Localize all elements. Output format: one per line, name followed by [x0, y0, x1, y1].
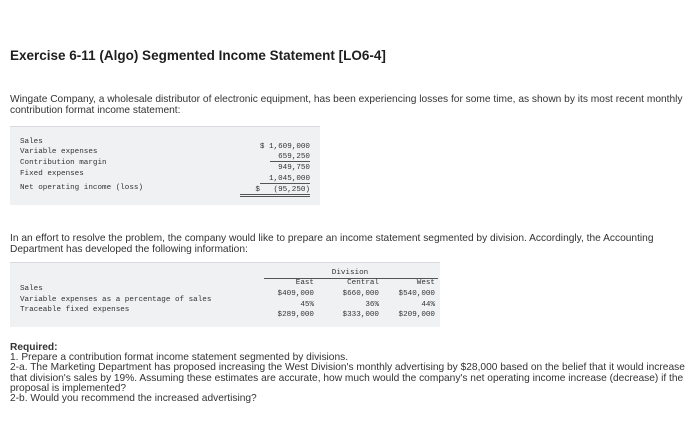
- middle-paragraph: In an effort to resolve the problem, the company would like to prepare an income statement segmented by division. Accordingly, the Accounting Department has developed the following information:: [10, 233, 654, 255]
- column-header-west: West: [416, 279, 435, 287]
- division-cell: $540,000: [398, 290, 435, 298]
- is-row-value: 659,250: [270, 153, 310, 162]
- required-heading: Required:: [10, 342, 58, 353]
- required-item-2b: 2-b. Would you recommend the increased advertising?: [10, 393, 257, 405]
- is-row-label: Variable expenses: [20, 148, 98, 156]
- is-row-value: 1,045,000: [260, 175, 310, 184]
- is-row-value: $ 1,609,000: [259, 143, 310, 151]
- required-section: [10, 343, 690, 404]
- intro-paragraph: Wingate Company, a wholesale distributor of electronic equipment, has been experiencing losses for some time, as shown by its most recent monthly contribution format income statement:: [10, 94, 683, 116]
- column-header-east: East: [295, 279, 314, 287]
- division-row-label: Sales: [20, 285, 43, 293]
- division-cell: 36%: [365, 301, 379, 309]
- division-cell: $209,000: [398, 311, 435, 319]
- column-header-central: Central: [347, 279, 379, 287]
- required-item-2a: 2-a. The Marketing Department has proposed increasing the West Division's monthly advertising by $28,000 based on the belief that it would increase that division's sales by 19%. Assuming these estimates are accurate, how much would the company's net operating income increase (decrease) if the proposal is implemented?: [10, 362, 685, 394]
- is-row-value: $ (95,250): [240, 186, 310, 197]
- exercise-title: Exercise 6-11 (Algo) Segmented Income Statement [LO6-4]: [10, 48, 386, 63]
- division-cell: $409,000: [277, 290, 314, 298]
- is-row-value: 949,750: [278, 164, 310, 172]
- division-cell: 44%: [421, 301, 435, 309]
- is-row-label: Net operating income (loss): [20, 184, 144, 192]
- division-row-label: Traceable fixed expenses: [20, 306, 130, 314]
- income-statement-box: [10, 126, 320, 205]
- division-cell: $333,000: [342, 311, 379, 319]
- division-table-box: [10, 262, 440, 327]
- division-cell: $660,000: [342, 290, 379, 298]
- is-row-label: Fixed expenses: [20, 170, 84, 178]
- is-row-label: Contribution margin: [20, 159, 107, 167]
- is-row-label: Sales: [20, 138, 43, 146]
- division-group-header: Division: [331, 269, 369, 277]
- division-cell: 45%: [300, 301, 314, 309]
- required-item-1: 1. Prepare a contribution format income statement segmented by divisions.: [10, 352, 349, 364]
- division-cell: $289,000: [277, 311, 314, 319]
- division-row-label: Variable expenses as a percentage of sales: [20, 296, 212, 304]
